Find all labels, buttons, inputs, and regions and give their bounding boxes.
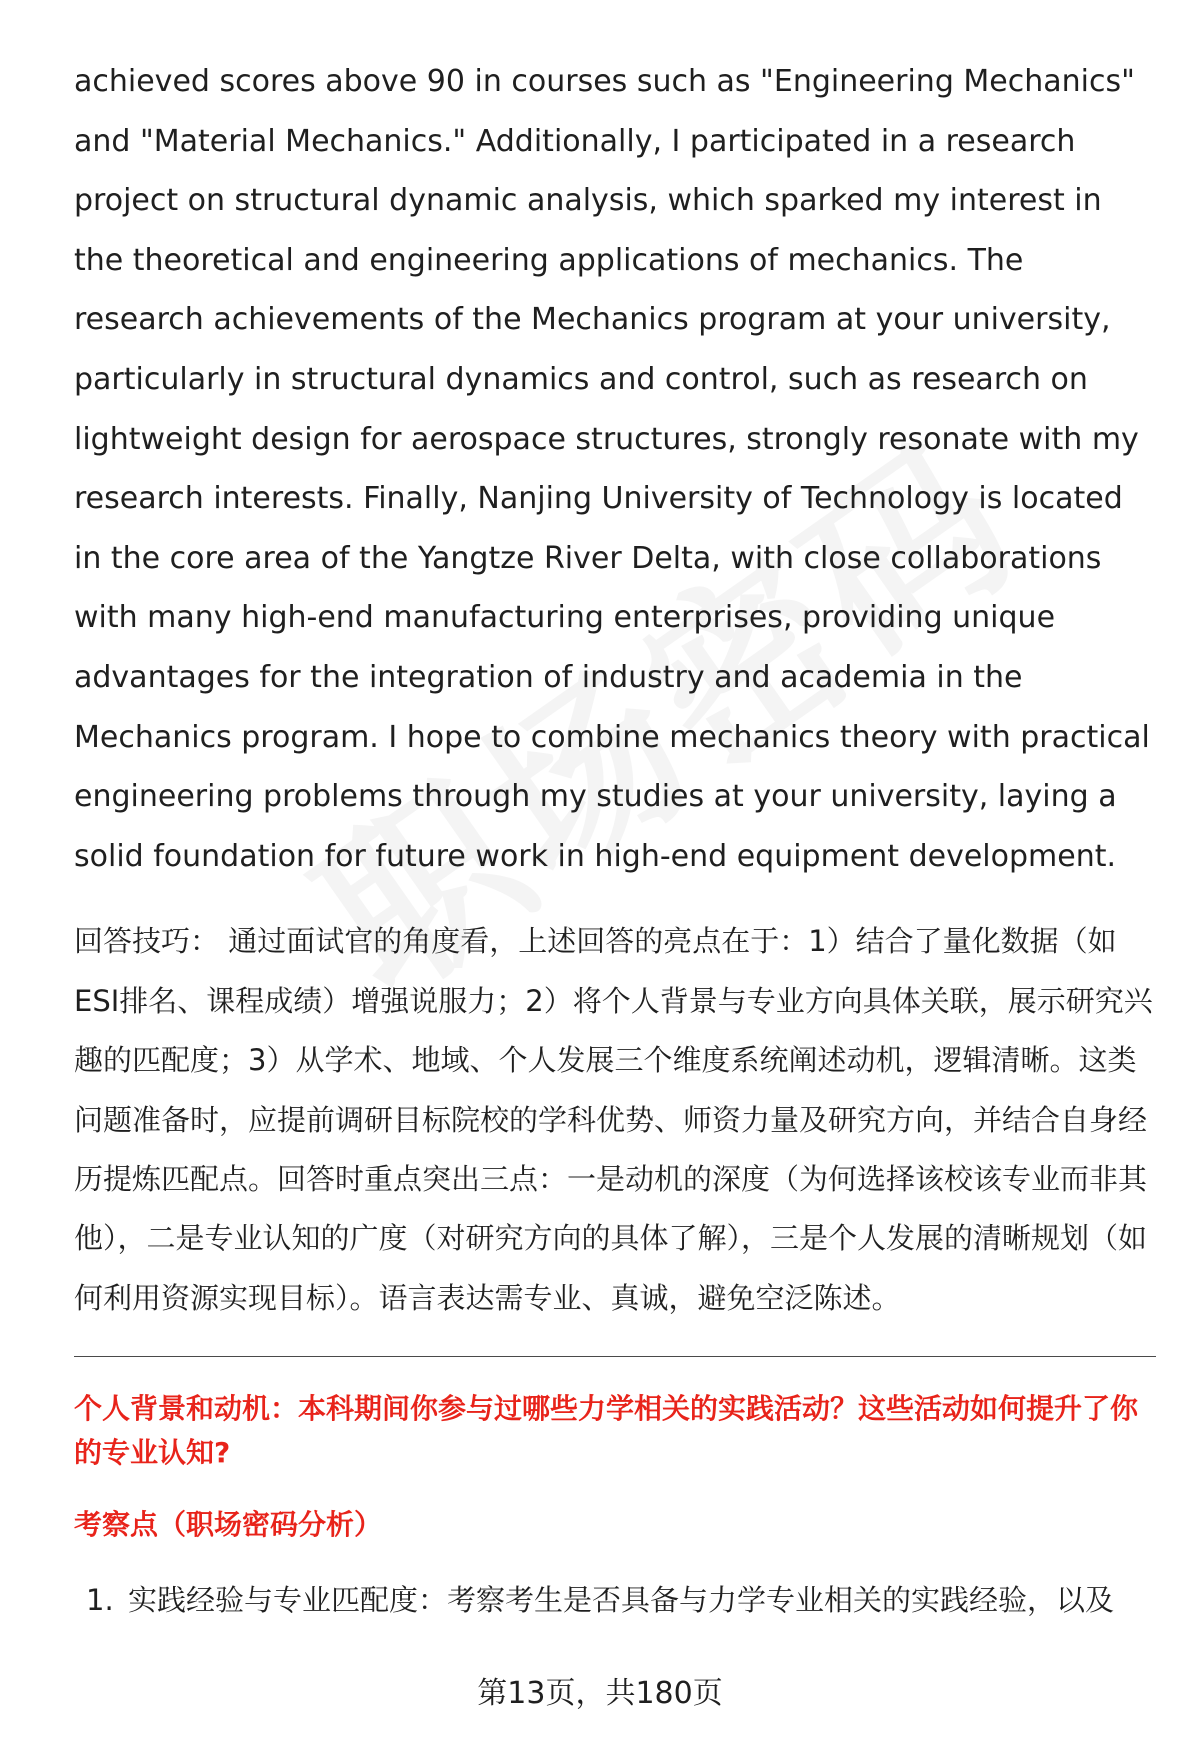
list-item-text: 实践经验与专业匹配度：考察考生是否具备与力学专业相关的实践经验，以及	[128, 1583, 1115, 1618]
answer-tips-paragraph: 回答技巧： 通过面试官的角度看，上述回答的亮点在于：1）结合了量化数据（如ESI排名、课程成绩）增强说服力；2）将个人背景与专业方向具体关联，展示研究兴趣的匹配度；3）从学术、地域、个人发展三个维度系统阐述动机，逻辑清晰。这类问题准备时，应提前调研目标院校的学科优势、师资力量及研究方向，并结合自身经历提炼匹配点。回答时重点突出三点：一是动机的深度（为何选择该校该专业而非其他），二是专业认知的广度（对研究方向的具体了解），三是个人发展的清晰规划（如何利用资源实现目标）。语言表达需专业、真诚，避免空泛陈述。	[74, 924, 1153, 1315]
list-item-number: 1.	[86, 1583, 114, 1618]
list-item	[74, 1577, 1154, 1623]
section-divider	[74, 1356, 1156, 1357]
assessment-points-list	[74, 1577, 1154, 1623]
page-number-footer: 第13页，共180页	[477, 1676, 723, 1711]
english-answer-paragraph: achieved scores above 90 in courses such as "Engineering Mechanics" and "Material Mechanics." Additionally, I participated in a research project on structural dynamic analysis, which sparked my interest in the theoretical and engineering applications of mechanics. The research achievements of the Mechanics program at your university, particularly in structural dynamics and control, such as research on lightweight design for aerospace structures, strongly resonate with my research interests. Finally, Nanjing University of Technology is located in the core area of the Yangtze River Delta, with close collaborations with many high-end manufacturing enterprises, providing unique advantages for the integration of industry and academia in the Mechanics program. I hope to combine mechanics theory with practical engineering problems through my studies at your university, laying a solid foundation for future work in high-end equipment development.	[74, 64, 1150, 874]
assessment-points-heading: 考察点（职场密码分析）	[74, 1508, 383, 1542]
question-heading: 个人背景和动机：本科期间你参与过哪些力学相关的实践活动？这些活动如何提升了你的专业认知?	[74, 1392, 1139, 1470]
page-content	[74, 52, 1154, 1623]
